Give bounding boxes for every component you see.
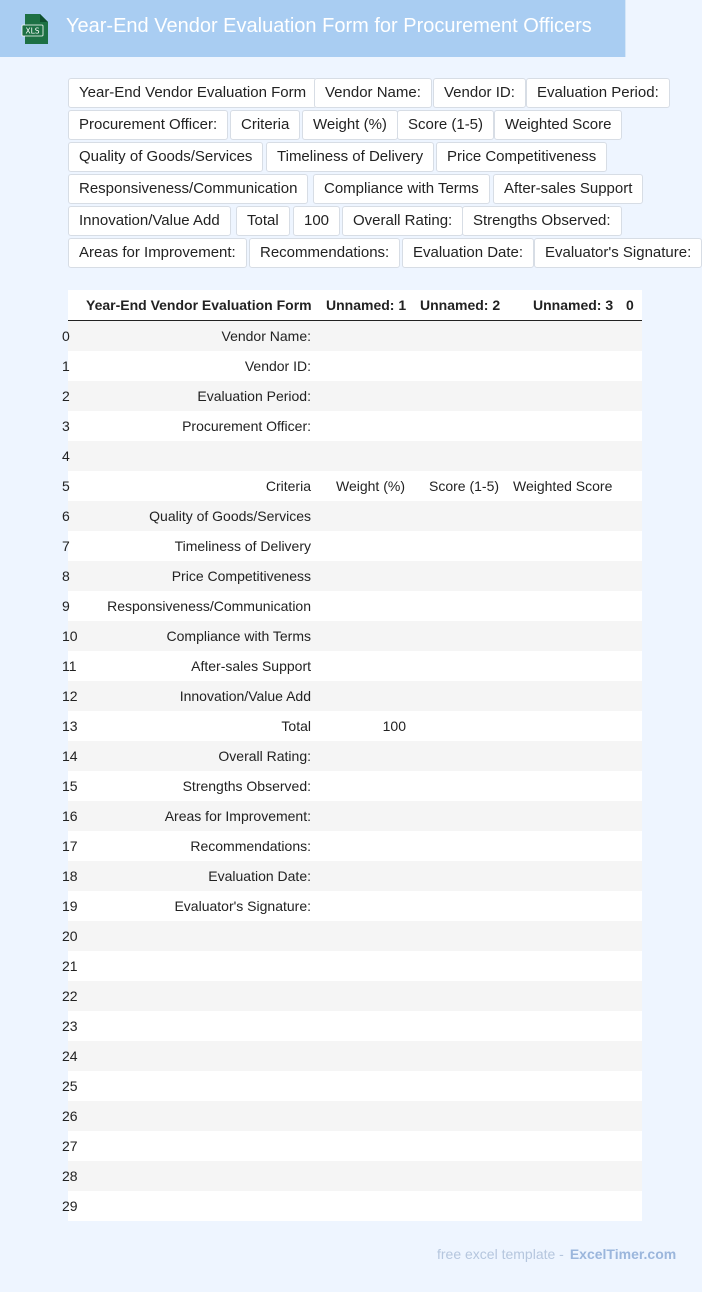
row-index: 10 [62, 628, 78, 644]
row-index: 24 [62, 1048, 78, 1064]
table-row [62, 441, 642, 471]
table-cell: Procurement Officer: [182, 418, 311, 434]
footer-brand-link[interactable]: ExcelTimer.com [569, 1246, 677, 1262]
table-row [62, 651, 642, 681]
field-chip: Strengths Observed: [462, 206, 622, 236]
field-chip: Evaluation Date: [402, 238, 534, 268]
column-header: Year-End Vendor Evaluation Form [86, 297, 312, 313]
row-index: 29 [62, 1198, 78, 1214]
table-row [62, 891, 642, 921]
table-row [62, 681, 642, 711]
table-cell: Innovation/Value Add [179, 688, 311, 704]
field-chip: Evaluation Period: [526, 78, 670, 108]
row-index: 18 [62, 868, 78, 884]
table-cell: Vendor Name: [221, 328, 311, 344]
row-index: 0 [62, 328, 70, 344]
row-index: 13 [62, 718, 78, 734]
table-cell: Strengths Observed: [182, 778, 311, 794]
column-header: Unnamed: 1 [326, 297, 407, 313]
table-cell: Recommendations: [190, 838, 311, 854]
row-index: 1 [62, 358, 70, 374]
table-row [62, 1191, 642, 1221]
field-chip: Score (1-5) [397, 110, 494, 140]
row-index: 3 [62, 418, 70, 434]
table-cell: Total [281, 718, 311, 734]
row-index: 23 [62, 1018, 78, 1034]
field-chip: Weighted Score [494, 110, 622, 140]
table-cell: Weighted Score [513, 478, 613, 494]
field-chip: After-sales Support [493, 174, 643, 204]
table-row [62, 351, 642, 381]
row-index: 26 [62, 1108, 78, 1124]
table-header-row [68, 290, 642, 321]
table-row [62, 471, 642, 501]
table-row [62, 591, 642, 621]
table-cell: Evaluation Date: [208, 868, 311, 884]
table-cell: Criteria [265, 478, 311, 494]
page-header [0, 0, 626, 57]
table-cell: Responsiveness/Communication [107, 598, 311, 614]
field-chip: Vendor Name: [314, 78, 432, 108]
field-chip: Year-End Vendor Evaluation Form [68, 78, 317, 108]
field-chip: Vendor ID: [433, 78, 526, 108]
footer-text: free excel template - [437, 1246, 564, 1262]
table-cell: Areas for Improvement: [164, 808, 311, 824]
table-row [62, 1041, 642, 1071]
table-cell: Evaluation Period: [197, 388, 311, 404]
table-cell: After-sales Support [191, 658, 311, 674]
table-row [62, 711, 642, 741]
table-cell: 100 [382, 718, 406, 734]
spreadsheet-preview [62, 290, 642, 1221]
row-index: 25 [62, 1078, 78, 1094]
row-index: 12 [62, 688, 78, 704]
field-chip: Criteria [230, 110, 300, 140]
field-chip: Compliance with Terms [313, 174, 490, 204]
table-row [62, 801, 642, 831]
field-chip: Innovation/Value Add [68, 206, 231, 236]
table-cell: Score (1-5) [429, 478, 500, 494]
table-row [62, 1101, 642, 1131]
table-cell: Weight (%) [336, 478, 405, 494]
row-index: 2 [62, 388, 70, 404]
row-index: 7 [62, 538, 70, 554]
row-index: 4 [62, 448, 70, 464]
row-index: 11 [62, 658, 77, 674]
table-row [62, 741, 642, 771]
field-chip: 100 [293, 206, 340, 236]
column-header: Unnamed: 2 [420, 297, 501, 313]
field-chip: Timeliness of Delivery [266, 142, 434, 172]
table-row [62, 501, 642, 531]
row-index: 20 [62, 928, 78, 944]
field-chip: Procurement Officer: [68, 110, 228, 140]
table-cell: Price Competitiveness [171, 568, 311, 584]
row-index: 6 [62, 508, 70, 524]
footer-credit [437, 1246, 676, 1262]
table-row [62, 381, 642, 411]
row-index: 16 [62, 808, 78, 824]
table-row [62, 981, 642, 1011]
field-chip: Evaluator's Signature: [534, 238, 702, 268]
table-row [62, 831, 642, 861]
table-row [62, 921, 642, 951]
field-chip: Areas for Improvement: [68, 238, 247, 268]
table-cell: Overall Rating: [218, 748, 311, 764]
field-chip: Quality of Goods/Services [68, 142, 263, 172]
field-chip: Responsiveness/Communication [68, 174, 308, 204]
row-index: 27 [62, 1138, 78, 1154]
table-row [62, 1011, 642, 1041]
field-chip: Recommendations: [249, 238, 400, 268]
row-index: 19 [62, 898, 78, 914]
row-index: 14 [62, 748, 78, 764]
table-cell: Quality of Goods/Services [149, 508, 311, 524]
row-index: 9 [62, 598, 70, 614]
table-cell: Compliance with Terms [166, 628, 311, 644]
row-index: 8 [62, 568, 70, 584]
field-chip: Price Competitiveness [436, 142, 607, 172]
column-header: 0 [626, 297, 634, 313]
field-chip: Total [236, 206, 290, 236]
row-index: 28 [62, 1168, 78, 1184]
table-cell: Evaluator's Signature: [174, 898, 311, 914]
table-row [62, 1161, 642, 1191]
row-index: 22 [62, 988, 78, 1004]
table-cell: Vendor ID: [244, 358, 311, 374]
row-index: 5 [62, 478, 70, 494]
xls-icon-label: XLS [25, 26, 40, 36]
table-row [62, 561, 642, 591]
row-index: 15 [62, 778, 78, 794]
column-header: Unnamed: 3 [533, 297, 614, 313]
field-chip: Weight (%) [302, 110, 398, 140]
row-index: 21 [62, 958, 78, 974]
table-row [62, 861, 642, 891]
table-cell: Timeliness of Delivery [174, 538, 311, 554]
row-index: 17 [62, 838, 78, 854]
excel-file-icon [21, 13, 49, 45]
table-row [62, 1131, 642, 1161]
table-row [62, 621, 642, 651]
field-chip: Overall Rating: [342, 206, 463, 236]
table-row [62, 951, 642, 981]
table-row [62, 771, 642, 801]
table-row [62, 321, 642, 351]
table-row [62, 411, 642, 441]
table-row [62, 531, 642, 561]
table-row [62, 1071, 642, 1101]
page-title: Year-End Vendor Evaluation Form for Procurement Officers [66, 15, 592, 37]
